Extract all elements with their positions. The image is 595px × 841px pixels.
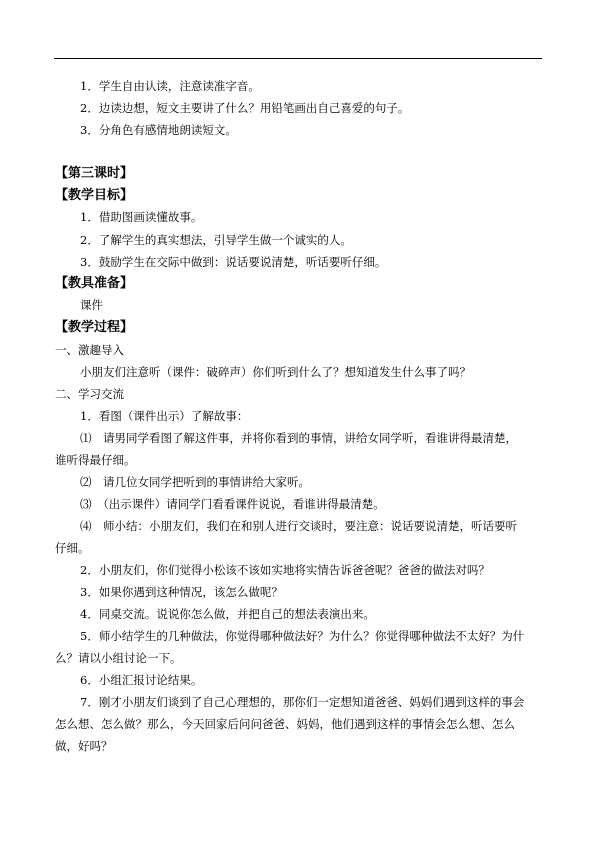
process-item-4: 4．同桌交流。说说你怎么做，并把自己的想法表演出来。 <box>80 607 375 621</box>
tools-text: 课件 <box>80 298 103 312</box>
header-rule <box>54 58 542 59</box>
heading-teaching-tools: 【教具准备】 <box>55 276 134 291</box>
process-item-5-line1: 5．师小结学生的几种做法，你觉得哪种做法好？为什么？你觉得哪种做法不太好？为什 <box>80 629 525 643</box>
intro-item-2: 2．边读边想，短文主要讲了什么？用铅笔画出自己喜爱的句子。 <box>80 101 410 115</box>
goal-item-2: 2．了解学生的真实想法，引导学生做一个诚实的人。 <box>80 233 352 247</box>
section-1-text: 小朋友们注意听（课件：破碎声）你们听到什么了？想知道发生什么事了吗？ <box>80 365 471 379</box>
heading-teaching-goals: 【教学目标】 <box>55 188 134 203</box>
section-2-title: 二、学习交流 <box>55 387 124 401</box>
process-item-7-line1: 7．刚才小朋友们谈到了自己心理想的，那你们一定想知道爸爸、妈妈们遇到这样的事会 <box>80 695 525 709</box>
process-item-7-line2: 怎么想、怎么做？那么，今天回家后问问爸爸、妈妈，他们遇到这样的事情会怎么想、怎么 <box>55 717 515 731</box>
process-item-1: 1．看图（课件出示）了解故事： <box>80 409 249 423</box>
process-item-6: 6．小组汇报讨论结果。 <box>80 673 203 687</box>
heading-third-lesson: 【第三课时】 <box>55 166 134 181</box>
process-item-1d-line2: 仔细。 <box>55 541 90 555</box>
goal-item-3: 3．鼓励学生在交际中做到：说话要说清楚，听话要听仔细。 <box>80 255 387 269</box>
process-item-5-line2: 么？请以小组讨论一下。 <box>55 651 182 665</box>
intro-item-3: 3．分角色有感情地朗读短文。 <box>80 123 237 137</box>
process-item-1c: ⑶ （出示课件）请同学门看看课件说说，看谁讲得最清楚。 <box>80 497 385 511</box>
process-item-1d-line1: ⑷ 师小结：小朋友们，我们在和别人进行交谈时，要注意：说话要说清楚，听话要听 <box>80 519 517 533</box>
process-item-1a-line2: 谁听得最仔细。 <box>55 453 136 467</box>
intro-item-1: 1．学生自由认读，注意读准字音。 <box>80 79 260 93</box>
process-item-1a-line1: ⑴ 请男同学看图了解这件事，并将你看到的事情，讲给女同学听，看谁讲得最清楚， <box>80 431 517 445</box>
process-item-2: 2．小朋友们，你们觉得小松该不该如实地将实情告诉爸爸呢？爸爸的做法对吗？ <box>80 563 490 577</box>
goal-item-1: 1．借助图画读懂故事。 <box>80 210 203 224</box>
heading-teaching-process: 【教学过程】 <box>55 320 134 335</box>
process-item-7-line3: 做，好吗？ <box>55 739 113 753</box>
process-item-3: 3．如果你遇到这种情况，该怎么做呢？ <box>80 585 283 599</box>
process-item-1b: ⑵ 请几位女同学把听到的事情讲给大家听。 <box>80 475 310 489</box>
section-1-title: 一、激趣导入 <box>55 343 124 357</box>
